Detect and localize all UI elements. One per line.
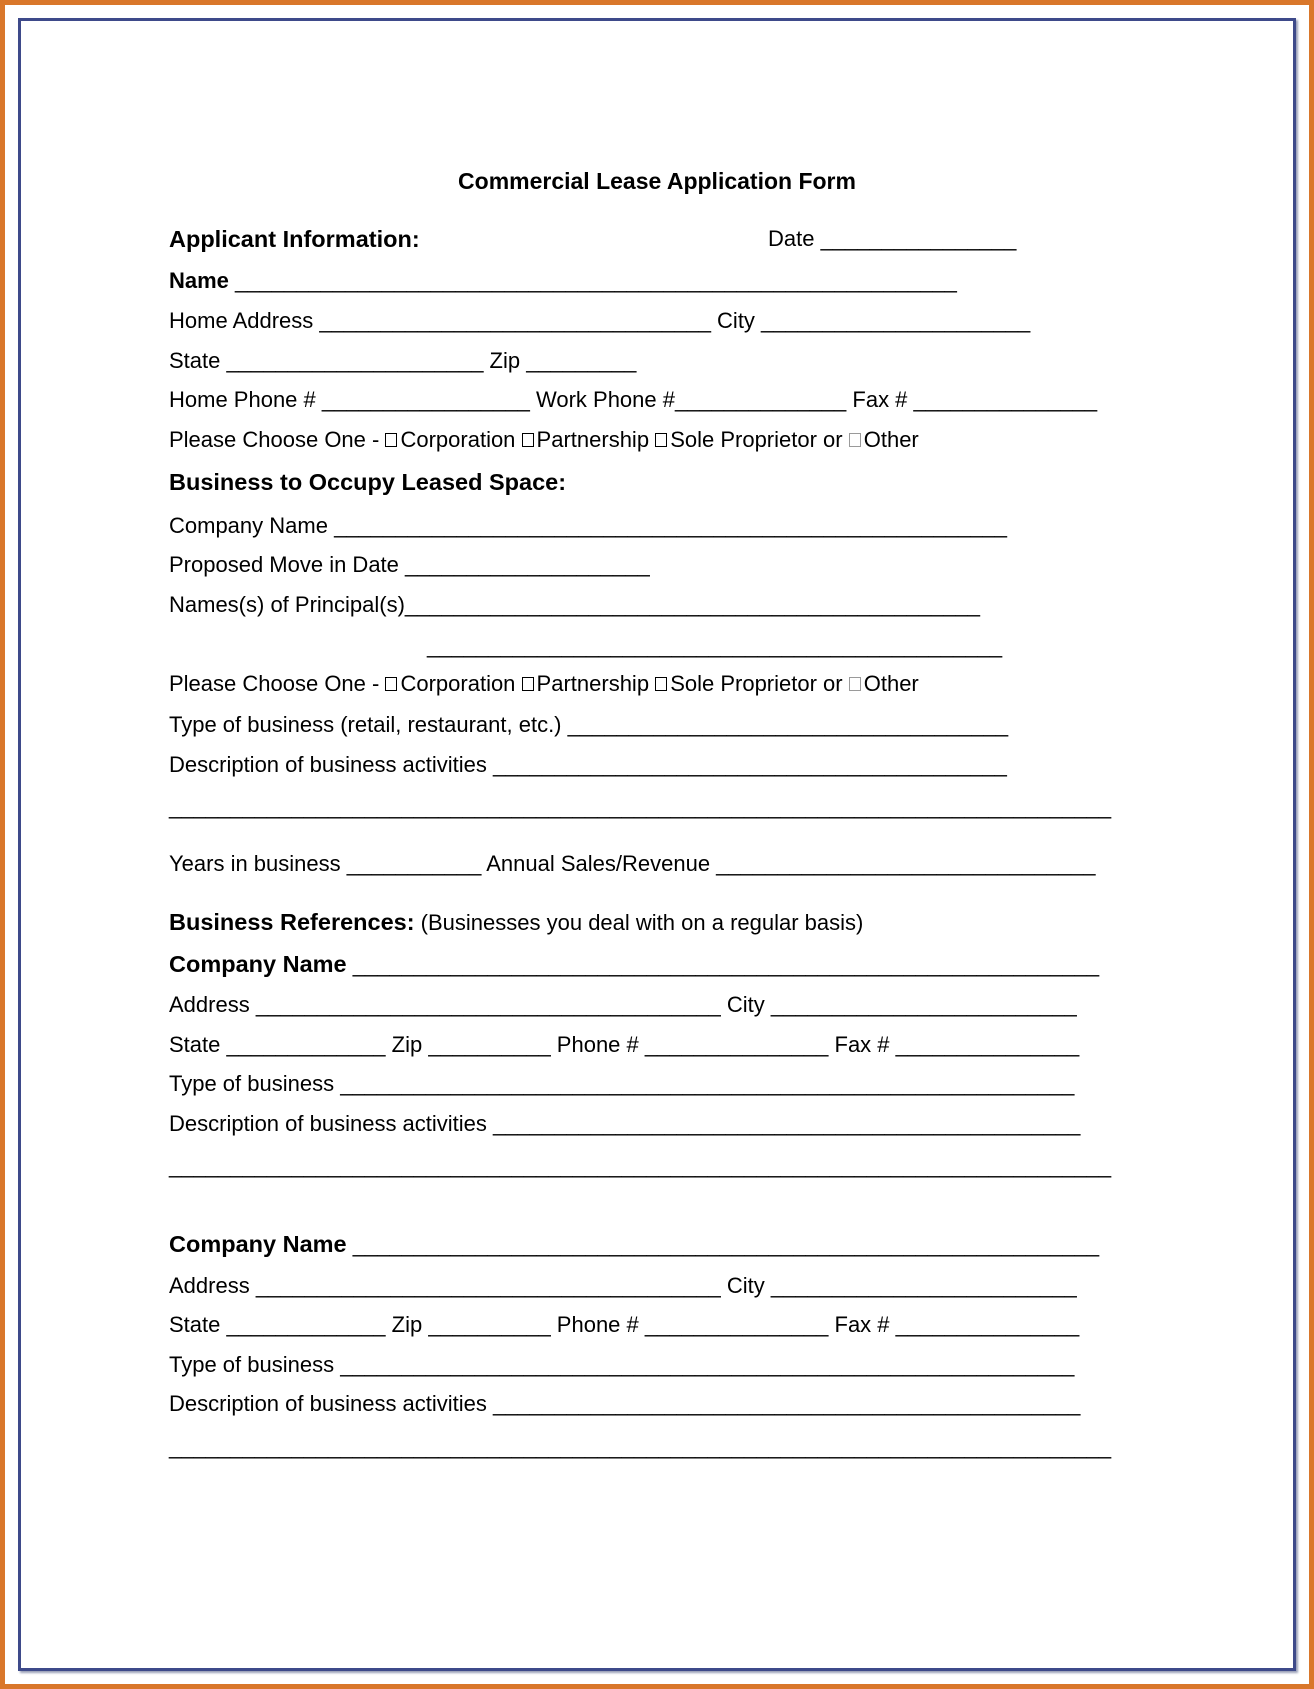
other-label: Other <box>863 427 919 452</box>
sole-proprietor-label: Sole Proprietor or <box>670 671 843 696</box>
business-description-field[interactable]: Description of business activities __________________________________________ <box>169 752 1007 777</box>
reference-1-company-label: Company Name <box>169 951 347 977</box>
reference-1-type-field[interactable]: Type of business ____________________________________________________________ <box>169 1071 1075 1096</box>
name-field[interactable] <box>169 267 957 295</box>
references-heading: Business References: <box>169 909 415 935</box>
corporation-checkbox[interactable] <box>385 433 397 447</box>
state-zip-field[interactable]: State _____________________ Zip _________ <box>169 348 637 373</box>
reference-1-description-field[interactable]: Description of business activities ________________________________________________ <box>169 1111 1081 1136</box>
sole-proprietor-checkbox[interactable] <box>655 677 667 691</box>
reference-2-state-zip-phone-fax[interactable]: State _____________ Zip __________ Phone # _______________ Fax # _______________ <box>169 1312 1080 1337</box>
name-label: Name <box>169 268 229 293</box>
sole-proprietor-label: Sole Proprietor or <box>670 427 843 452</box>
partnership-label: Partnership <box>536 427 650 452</box>
sole-proprietor-checkbox[interactable] <box>655 433 667 447</box>
reference-1-company-line: _____________________________________________________________ <box>346 952 1100 977</box>
date-field[interactable]: Date ________________ <box>768 226 1017 251</box>
references-note: (Businesses you deal with on a regular basis) <box>414 910 864 935</box>
move-in-date-field[interactable]: Proposed Move in Date ____________________ <box>169 552 650 577</box>
business-entity-choice <box>169 670 919 698</box>
home-address-field[interactable]: Home Address ________________________________ City ______________________ <box>169 308 1031 333</box>
principals-field[interactable]: Names(s) of Principal(s)_______________________________________________ <box>169 592 980 617</box>
business-type-field[interactable]: Type of business (retail, restaurant, etc.) ____________________________________ <box>169 712 1009 737</box>
principals-field-line2[interactable]: _______________________________________________ <box>427 633 1003 658</box>
reference-2-company-label: Company Name <box>169 1231 347 1257</box>
reference-2-description-field[interactable]: Description of business activities ________________________________________________ <box>169 1391 1081 1416</box>
reference-1-state-zip-phone-fax[interactable]: State _____________ Zip __________ Phone # _______________ Fax # _______________ <box>169 1032 1080 1057</box>
corporation-label: Corporation <box>400 671 516 696</box>
other-checkbox[interactable] <box>849 433 861 447</box>
partnership-checkbox[interactable] <box>522 677 534 691</box>
reference-2-type-field[interactable]: Type of business ____________________________________________________________ <box>169 1352 1075 1377</box>
reference-2-company-line: _____________________________________________________________ <box>346 1232 1100 1257</box>
name-line: ___________________________________________________________ <box>228 268 957 293</box>
reference-2-company-field[interactable] <box>169 1230 1099 1259</box>
partnership-checkbox[interactable] <box>522 433 534 447</box>
corporation-label: Corporation <box>400 427 516 452</box>
applicant-entity-choice <box>169 426 919 454</box>
reference-2-description-line2[interactable]: _____________________________________________________________________________ <box>169 1434 1112 1459</box>
other-label: Other <box>863 671 919 696</box>
references-heading-row <box>169 908 863 937</box>
business-heading: Business to Occupy Leased Space: <box>169 469 567 495</box>
choose-one-label: Please Choose One - <box>169 427 386 452</box>
phones-field[interactable]: Home Phone # _________________ Work Phone #______________ Fax # _______________ <box>169 387 1098 412</box>
other-checkbox[interactable] <box>849 677 861 691</box>
partnership-label: Partnership <box>536 671 650 696</box>
corporation-checkbox[interactable] <box>385 677 397 691</box>
applicant-heading: Applicant Information: <box>169 226 420 252</box>
choose-one-label: Please Choose One - <box>169 671 386 696</box>
business-description-line2[interactable]: _____________________________________________________________________________ <box>169 794 1112 819</box>
reference-2-address-field[interactable]: Address ______________________________________ City _________________________ <box>169 1273 1077 1298</box>
reference-1-description-line2[interactable]: _____________________________________________________________________________ <box>169 1153 1112 1178</box>
form-title: Commercial Lease Application Form <box>458 168 856 194</box>
years-sales-field[interactable]: Years in business ___________ Annual Sales/Revenue _______________________________ <box>169 851 1096 876</box>
reference-1-address-field[interactable]: Address ______________________________________ City _________________________ <box>169 992 1077 1017</box>
reference-1-company-field[interactable] <box>169 950 1099 979</box>
company-name-field[interactable]: Company Name _______________________________________________________ <box>169 513 1008 538</box>
